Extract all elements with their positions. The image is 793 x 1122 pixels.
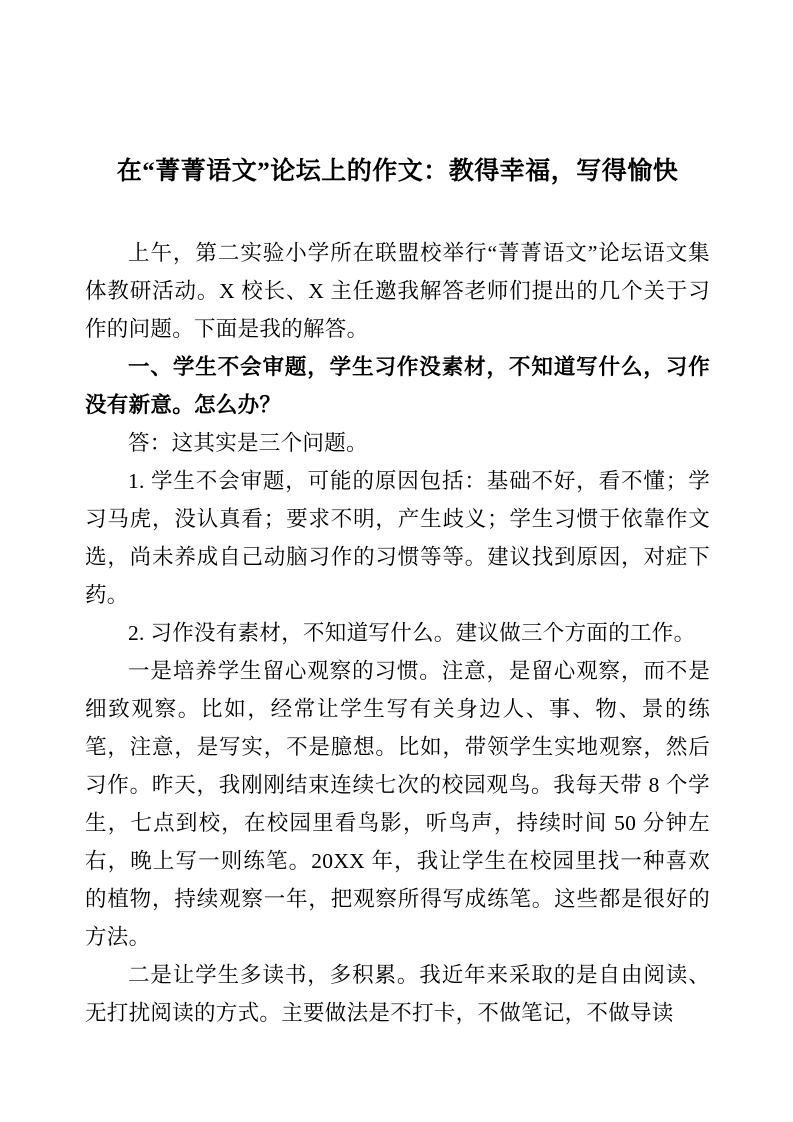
paragraph-method-reading: 二是让学生多读书，多积累。我近年来采取的是自由阅读、无打扰阅读的方式。主要做法是不打卡，不做笔记，不做导读	[85, 963, 710, 1025]
section-heading-question-1: 一、学生不会审题，学生习作没素材，不知道写什么，习作没有新意。怎么办？	[85, 355, 710, 417]
paragraph-answer-lead: 答：这其实是三个问题。	[128, 431, 368, 455]
paragraph-point-2: 2. 习作没有素材，不知道写什么。建议做三个方面的工作。	[128, 621, 696, 645]
paragraph-method-observe: 一是培养学生留心观察的习惯。注意，是留心观察，而不是细致观察。比如，经常让学生写有关身边人、事、物、景的练笔，注意，是写实，不是臆想。比如，带领学生实地观察，然后习作。昨天，我刚刚结束连续七次的校园观鸟。我每天带 8 个学生，七点到校，在校园里看鸟影，听鸟声，持续时间 50 分钟左右，晚上写一则练笔。20XX 年，我让学生在校园里找一种喜欢的植物，持续观察一年，把观察所得写成练笔。这些都是很好的方法。	[85, 659, 710, 949]
paragraph-intro: 上午，第二实验小学所在联盟校举行“菁菁语文”论坛语文集体教研活动。X 校长、X 主任邀我解答老师们提出的几个关于习作的问题。下面是我的解答。	[85, 241, 710, 341]
paragraph-point-1: 1. 学生不会审题，可能的原因包括：基础不好，看不懂；学习马虎，没认真看；要求不明，产生歧义；学生习惯于依靠作文选，尚未养成自己动脑习作的习惯等等。建议找到原因，对症下药。	[85, 469, 710, 607]
document-title: 在“菁菁语文”论坛上的作文：教得幸福，写得愉快	[116, 158, 679, 185]
